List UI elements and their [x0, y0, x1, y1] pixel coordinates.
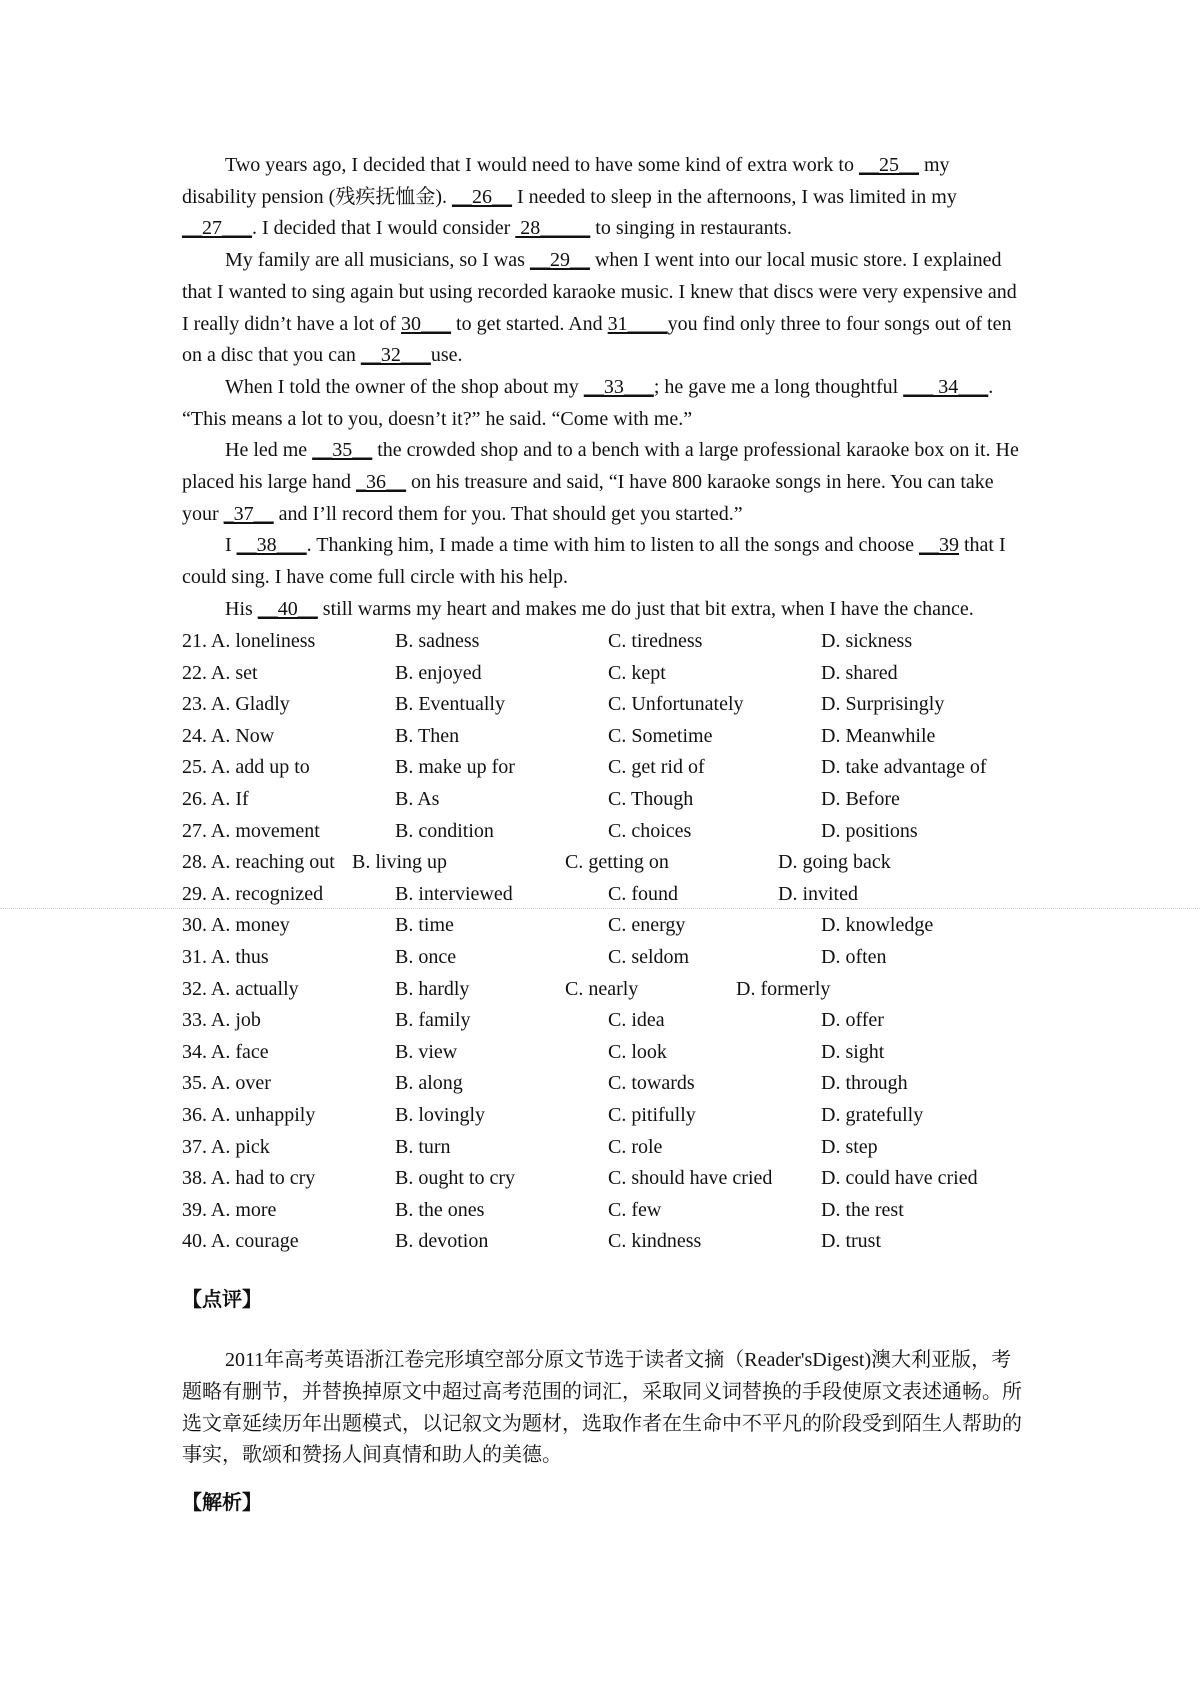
option-b: B. sadness: [395, 630, 480, 652]
option-row: [182, 1195, 1042, 1227]
option-d: D. through: [821, 1072, 908, 1095]
option-d: D. Surprisingly: [821, 693, 945, 716]
option-c: C. role: [608, 1135, 663, 1158]
option-row: [182, 942, 1042, 974]
option-a: 33. A. job: [182, 1009, 261, 1032]
option-row: [182, 721, 1042, 753]
text: on his treasure and said, “I have 800 karaoke songs in here. You can take your: [182, 471, 994, 525]
option-d: D. Before: [821, 787, 900, 810]
option-b: B. ought to cry: [395, 1167, 515, 1190]
option-d: D. invited: [778, 882, 858, 905]
text: still warms my heart and makes me do just that bit extra, when I have the chance.: [317, 597, 974, 620]
blank-35: __35__: [312, 439, 373, 462]
option-row: [182, 847, 1042, 879]
option-c: C. idea: [608, 1009, 665, 1032]
option-a: 27. A. movement: [182, 819, 320, 842]
option-c: C. kept: [608, 661, 666, 684]
option-c: C. getting on: [565, 851, 669, 874]
paragraph-5: [182, 530, 1022, 593]
option-d: D. going back: [778, 851, 891, 874]
option-d: D. the rest: [821, 1198, 904, 1221]
paragraph-3: [182, 372, 1022, 435]
option-b: B. devotion: [395, 1230, 489, 1253]
blank-28: 28_____: [515, 217, 591, 240]
blank-31: 31____: [607, 312, 668, 335]
option-row: [182, 816, 1042, 848]
option-b: B. living up: [352, 851, 448, 874]
option-c: C. nearly: [565, 977, 639, 1000]
option-b: B. turn: [395, 1135, 451, 1158]
option-row: [182, 1100, 1042, 1132]
option-c: C. pitifully: [608, 1103, 696, 1126]
option-d: D. take advantage of: [821, 756, 987, 779]
option-a: 22. A. set: [182, 661, 258, 684]
option-c: C. tiredness: [608, 630, 703, 652]
paragraph-4: [182, 435, 1022, 530]
option-c: C. found: [608, 882, 678, 905]
paragraph-6: [182, 594, 1022, 626]
option-d: D. Meanwhile: [821, 724, 936, 747]
text: Two years ago, I decided that I would need to have some kind of extra work to: [225, 154, 859, 176]
option-d: D. often: [821, 945, 887, 968]
option-a: 36. A. unhappily: [182, 1103, 316, 1126]
blank-37: _37__: [223, 502, 274, 525]
option-b: B. make up for: [395, 756, 515, 779]
option-c: C. kindness: [608, 1230, 702, 1253]
text: to get started. And: [451, 312, 608, 335]
option-row: [182, 626, 1042, 658]
option-row: [182, 1163, 1042, 1195]
option-b: B. view: [395, 1040, 458, 1063]
option-a: 24. A. Now: [182, 724, 275, 747]
option-b: B. family: [395, 1009, 471, 1032]
text: . Thanking him, I made a time with him to listen to all the songs and choose: [306, 534, 919, 557]
option-b: B. enjoyed: [395, 661, 482, 684]
answer-options: [182, 626, 1042, 1258]
option-b: B. lovingly: [395, 1103, 486, 1126]
option-row: [182, 658, 1042, 690]
blank-40: __40__: [257, 597, 318, 620]
option-c: C. Unfortunately: [608, 693, 744, 716]
text: use.: [430, 344, 463, 367]
option-a: 26. A. If: [182, 787, 249, 810]
text: His: [225, 597, 258, 620]
text: and I’ll record them for you. That should get you started.”: [273, 502, 743, 525]
text: that I could sing. I have come full circle with his help.: [182, 534, 1006, 589]
option-a: 32. A. actually: [182, 977, 299, 1000]
option-d: D. shared: [821, 661, 898, 684]
text: you find only three to four songs out of ten on a disc that you can: [182, 312, 1012, 367]
option-d: D. knowledge: [821, 914, 934, 937]
option-d: D. offer: [821, 1009, 884, 1032]
option-a: 30. A. money: [182, 914, 290, 937]
blank-25: __25__: [858, 154, 919, 176]
option-b: B. hardly: [395, 977, 470, 1000]
review-body: 2011年高考英语浙江卷完形填空部分原文节选于读者文摘（Reader'sDigest)澳大利亚版，考题略有删节，并替换掉原文中超过高考范围的词汇，采取同义词替换的手段使原文表述通畅。所选文章延续历年出题模式，以记叙文为题材，选取作者在生命中不平凡的阶段受到陌生人帮助的事实，歌颂和赞扬人间真情和助人的美德。: [182, 1349, 1022, 1467]
text: ; he gave me a long thoughtful: [653, 375, 904, 398]
text: the crowded shop and to a bench with a large professional karaoke box on it. He placed his large hand: [182, 439, 1019, 494]
option-row: [182, 1068, 1042, 1100]
option-row: [182, 752, 1042, 784]
option-c: C. Though: [608, 787, 694, 810]
text: when I went into our local music store. I explained that I wanted to sing again but using recorded karaoke music. I knew that discs were very expensive and I really didn’t have a lot of: [182, 249, 1017, 335]
text: my disability pension (残疾抚恤金).: [182, 154, 950, 208]
option-d: D. sight: [821, 1040, 885, 1063]
option-d: D. could have cried: [821, 1167, 978, 1190]
option-b: B. condition: [395, 819, 494, 842]
option-row: [182, 879, 1042, 911]
option-c: C. should have cried: [608, 1167, 773, 1190]
option-c: C. Sometime: [608, 724, 713, 747]
text: to singing in restaurants.: [590, 217, 792, 240]
option-a: 38. A. had to cry: [182, 1167, 316, 1190]
option-row: [182, 689, 1042, 721]
blank-26: __26__: [451, 185, 512, 208]
option-c: C. energy: [608, 914, 686, 937]
option-a: 40. A. courage: [182, 1230, 299, 1253]
blank-30: 30___: [401, 312, 452, 335]
option-row: [182, 1132, 1042, 1164]
option-row: [182, 910, 1042, 942]
option-a: 23. A. Gladly: [182, 693, 290, 716]
option-a: 28. A. reaching out: [182, 851, 335, 874]
blank-29: __29__: [529, 249, 590, 272]
analysis-heading: 【解析】: [182, 1490, 262, 1514]
option-c: C. choices: [608, 819, 692, 842]
option-a: 31. A. thus: [182, 945, 269, 968]
text: My family are all musicians, so I was: [225, 249, 530, 272]
option-c: C. few: [608, 1198, 662, 1221]
option-a: 21. A. loneliness: [182, 630, 316, 652]
option-b: B. time: [395, 914, 454, 937]
blank-32: __32___: [360, 344, 431, 367]
text: . I decided that I would consider: [252, 217, 516, 240]
option-a: 29. A. recognized: [182, 882, 324, 905]
option-row: [182, 1037, 1042, 1069]
option-b: B. Then: [395, 724, 460, 747]
option-b: B. Eventually: [395, 693, 505, 716]
option-a: 37. A. pick: [182, 1135, 270, 1158]
cloze-passage: [182, 150, 1022, 626]
option-c: C. look: [608, 1040, 667, 1063]
paragraph-1: [182, 150, 1022, 245]
option-d: D. sickness: [821, 630, 913, 652]
text: When I told the owner of the shop about my: [225, 375, 584, 398]
option-row: [182, 1226, 1042, 1258]
option-row: [182, 1005, 1042, 1037]
blank-33: __33___: [583, 375, 654, 398]
option-b: B. interviewed: [395, 882, 513, 905]
option-b: B. once: [395, 945, 457, 968]
option-d: D. positions: [821, 819, 918, 842]
blank-34: ___ 34___: [903, 375, 989, 398]
review-heading: 【点评】: [182, 1287, 262, 1311]
option-d: D. gratefully: [821, 1103, 924, 1126]
blank-27: __27___: [182, 217, 252, 240]
option-a: 39. A. more: [182, 1198, 277, 1221]
option-c: C. get rid of: [608, 756, 705, 779]
option-row: [182, 974, 1042, 1006]
option-a: 25. A. add up to: [182, 756, 310, 779]
text: I: [225, 534, 237, 557]
option-d: D. trust: [821, 1230, 881, 1253]
option-a: 34. A. face: [182, 1040, 269, 1063]
option-c: C. seldom: [608, 945, 690, 968]
option-b: B. the ones: [395, 1198, 485, 1221]
blank-36: _36__: [356, 471, 407, 494]
option-d: D. step: [821, 1135, 878, 1158]
paragraph-2: [182, 245, 1022, 372]
blank-38: __38___: [236, 534, 307, 557]
text: I needed to sleep in the afternoons, I was limited in my: [511, 185, 957, 208]
blank-39: __39: [919, 534, 959, 557]
text: He led me: [225, 439, 313, 462]
option-d: D. formerly: [736, 977, 831, 1000]
option-b: B. along: [395, 1072, 463, 1095]
option-a: 35. A. over: [182, 1072, 271, 1095]
option-c: C. towards: [608, 1072, 695, 1095]
text: . “This means a lot to you, doesn’t it?” he said. “Come with me.”: [182, 375, 994, 430]
option-b: B. As: [395, 787, 440, 810]
option-row: [182, 784, 1042, 816]
